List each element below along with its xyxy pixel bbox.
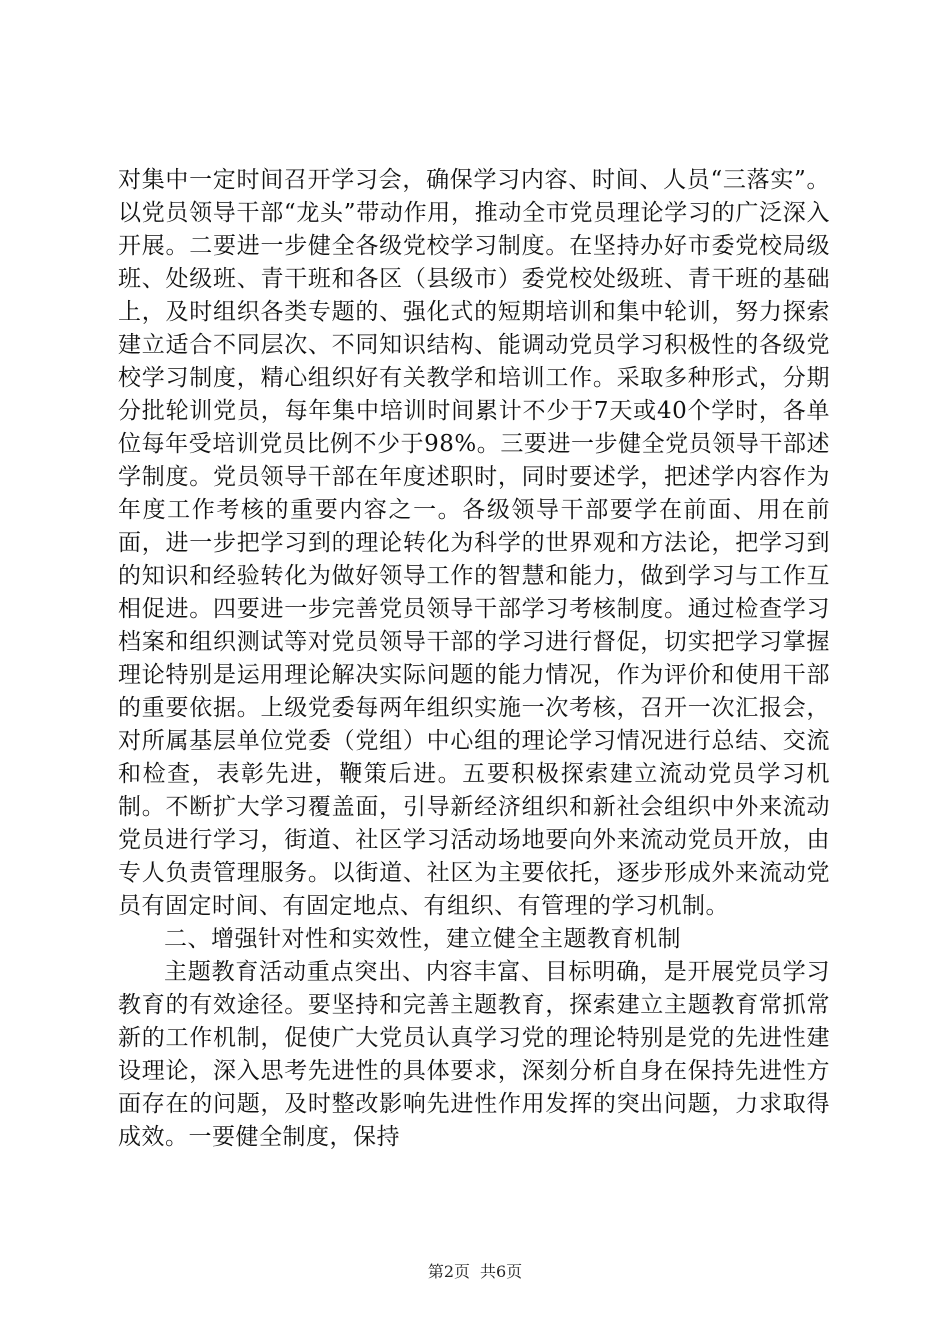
document-body	[118, 164, 830, 1154]
body-paragraph-1: 对集中一定时间召开学习会，确保学习内容、时间、人员“三落实”。以党员领导干部“龙头”带动作用，推动全市党员理论学习的广泛深入开展。二要进一步健全各级党校学习制度。在坚持办好市委党校局级班、处级班、青干班和各区（县级市）委党校处级班、青干班的基础上，及时组织各类专题的、强化式的短期培训和集中轮训，努力探索建立适合不同层次、不同知识结构、能调动党员学习积极性的各级党校学习制度，精心组织好有关教学和培训工作。采取多种形式，分期分批轮训党员，每年集中培训时间累计不少于7天或40个学时，各单位每年受培训党员比例不少于98%。三要进一步健全党员领导干部述学制度。党员领导干部在年度述职时，同时要述学，把述学内容作为年度工作考核的重要内容之一。各级领导干部要学在前面、用在前面，进一步把学习到的理论转化为科学的世界观和方法论，把学习到的知识和经验转化为做好领导工作的智慧和能力，做到学习与工作互相促进。四要进一步完善党员领导干部学习考核制度。通过检查学习档案和组织测试等对党员领导干部的学习进行督促，切实把学习掌握理论特别是运用理论解决实际问题的能力情况，作为评价和使用干部的重要依据。上级党委每两年组织实施一次考核，召开一次汇报会，对所属基层单位党委（党组）中心组的理论学习情况进行总结、交流和检查，表彰先进，鞭策后进。五要积极探索建立流动党员学习机制。不断扩大学习覆盖面，引导新经济组织和新社会组织中外来流动党员进行学习，街道、社区学习活动场地要向外来流动党员开放，由专人负责管理服务。以街道、社区为主要依托，逐步形成外来流动党员有固定时间、有固定地点、有组织、有管理的学习机制。	[118, 167, 830, 919]
page-number: 第2页	[427, 1262, 470, 1281]
body-paragraph-3: 主题教育活动重点突出、内容丰富、目标明确，是开展党员学习教育的有效途径。要坚持和完善主题教育，探索建立主题教育常抓常新的工作机制，促使广大党员认真学习党的理论特别是党的先进性建设理论，深入思考先进性的具体要求，深刻分析自身在保持先进性方面存在的问题，及时整改影响先进性作用发挥的突出问题，力求取得成效。一要健全制度，保持	[118, 959, 830, 1150]
section-heading-2: 二、增强针对性和实效性，建立健全主题教育机制	[164, 926, 681, 952]
page-total: 共6页	[480, 1262, 523, 1281]
page-footer	[0, 1262, 950, 1282]
